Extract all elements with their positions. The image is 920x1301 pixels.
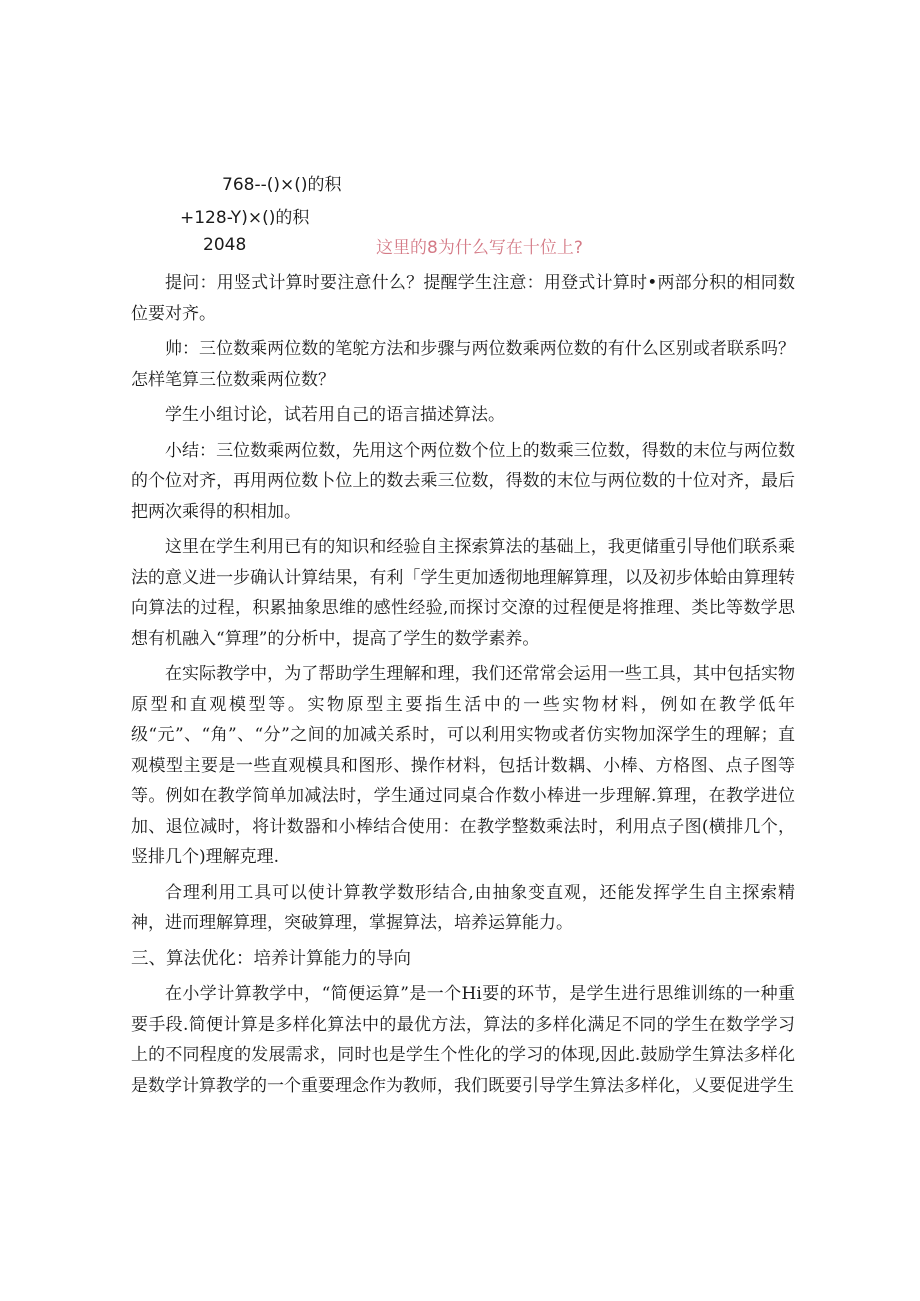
section-heading: 三、算法优化：培养计算能力的导向: [131, 948, 411, 969]
paragraph-question: 提问：用竖式计算时要注意什么？提醒学生注意：用登式计算时•两部分积的相同数位要对齐。: [131, 273, 795, 324]
document-body: [131, 268, 795, 1106]
paragraph-summary: 小结：三位数乘两位数，先用这个两位数个位上的数乘三位数，得数的末位与两位数的个位对齐，再用两位数卜位上的数去乘三位数，得数的末位与两位数的十位对齐，最后把两次乘得的积相加。: [131, 440, 795, 522]
calc-line-1: 768--()×()的积: [222, 175, 342, 195]
calc-line-3: 2048: [203, 235, 247, 255]
paragraph-reflection: 这里在学生利用已有的知识和经验自主探索算法的基础上，我更储重引导他们联系乘法的意义进一步确认计算结果，有利「学生更加透彻地理解算理，以及初步体蛤由算理转向算法的过程，积累抽象思维的感性经验,而探讨交潦的过程便是将推理、类比等数学思想有机融入“算理”的分析中，提高了学生的数学素养。: [131, 537, 795, 649]
paragraph-teacher: 帅：三位数乘两位数的笔鸵方法和步骤与两位数乘两位数的有什么区别或者联系吗？怎样笔算三位数乘两位数？: [131, 339, 795, 390]
paragraph-conclusion: 合理利用工具可以使计算教学数形结合,由抽象变直观，还能发挥学生自主探索精神，进而理解算理，突破算理，掌握算法，培养运算能力。: [131, 882, 795, 933]
paragraph-tools: 在实际教学中，为了帮助学生理解和理，我们还常常会运用一些工具，其中包括实物原型和直观模型等。实物原型主要指生活中的一些实物材料，例如在教学低年级“元”、“角”、“分”之间的加减关系时，可以利用实物或者仿实物加深学生的理解；直观模型主要是一些直观模具和图形、操作材料，包括计数耦、小棒、方格图、点子图等等。例如在教学简单加减法时，学生通过同桌合作数小棒进一步理解.算理，在教学进位加、退位减时，将计数器和小棒结合使用：在教学整数乘法时，利用点子图(横排几个，竖排几个)理解克理.: [131, 664, 795, 867]
paragraph-discussion: 学生小组讨论，试若用自己的语言描述算法。: [165, 405, 505, 425]
red-annotation: 这里的8为什么写在十位上?: [376, 238, 583, 258]
paragraph-optimization: 在小学计算教学中，“简便运算”是一个Hi要的环节，是学生进行思维训练的一种重要手段.简便计算是多样化算法中的最优方法，算法的多样化满足不同的学生在数学学习上的不同程度的发展需求，同时也是学生个性化的学习的体现,因此.鼓励学生算法多样化是数学计算教学的一个重要理念作为教师，我们既要引导学生算法多样化，乂要促进学生: [131, 984, 795, 1096]
calc-line-2: +128-Y)×()的积: [180, 208, 310, 228]
